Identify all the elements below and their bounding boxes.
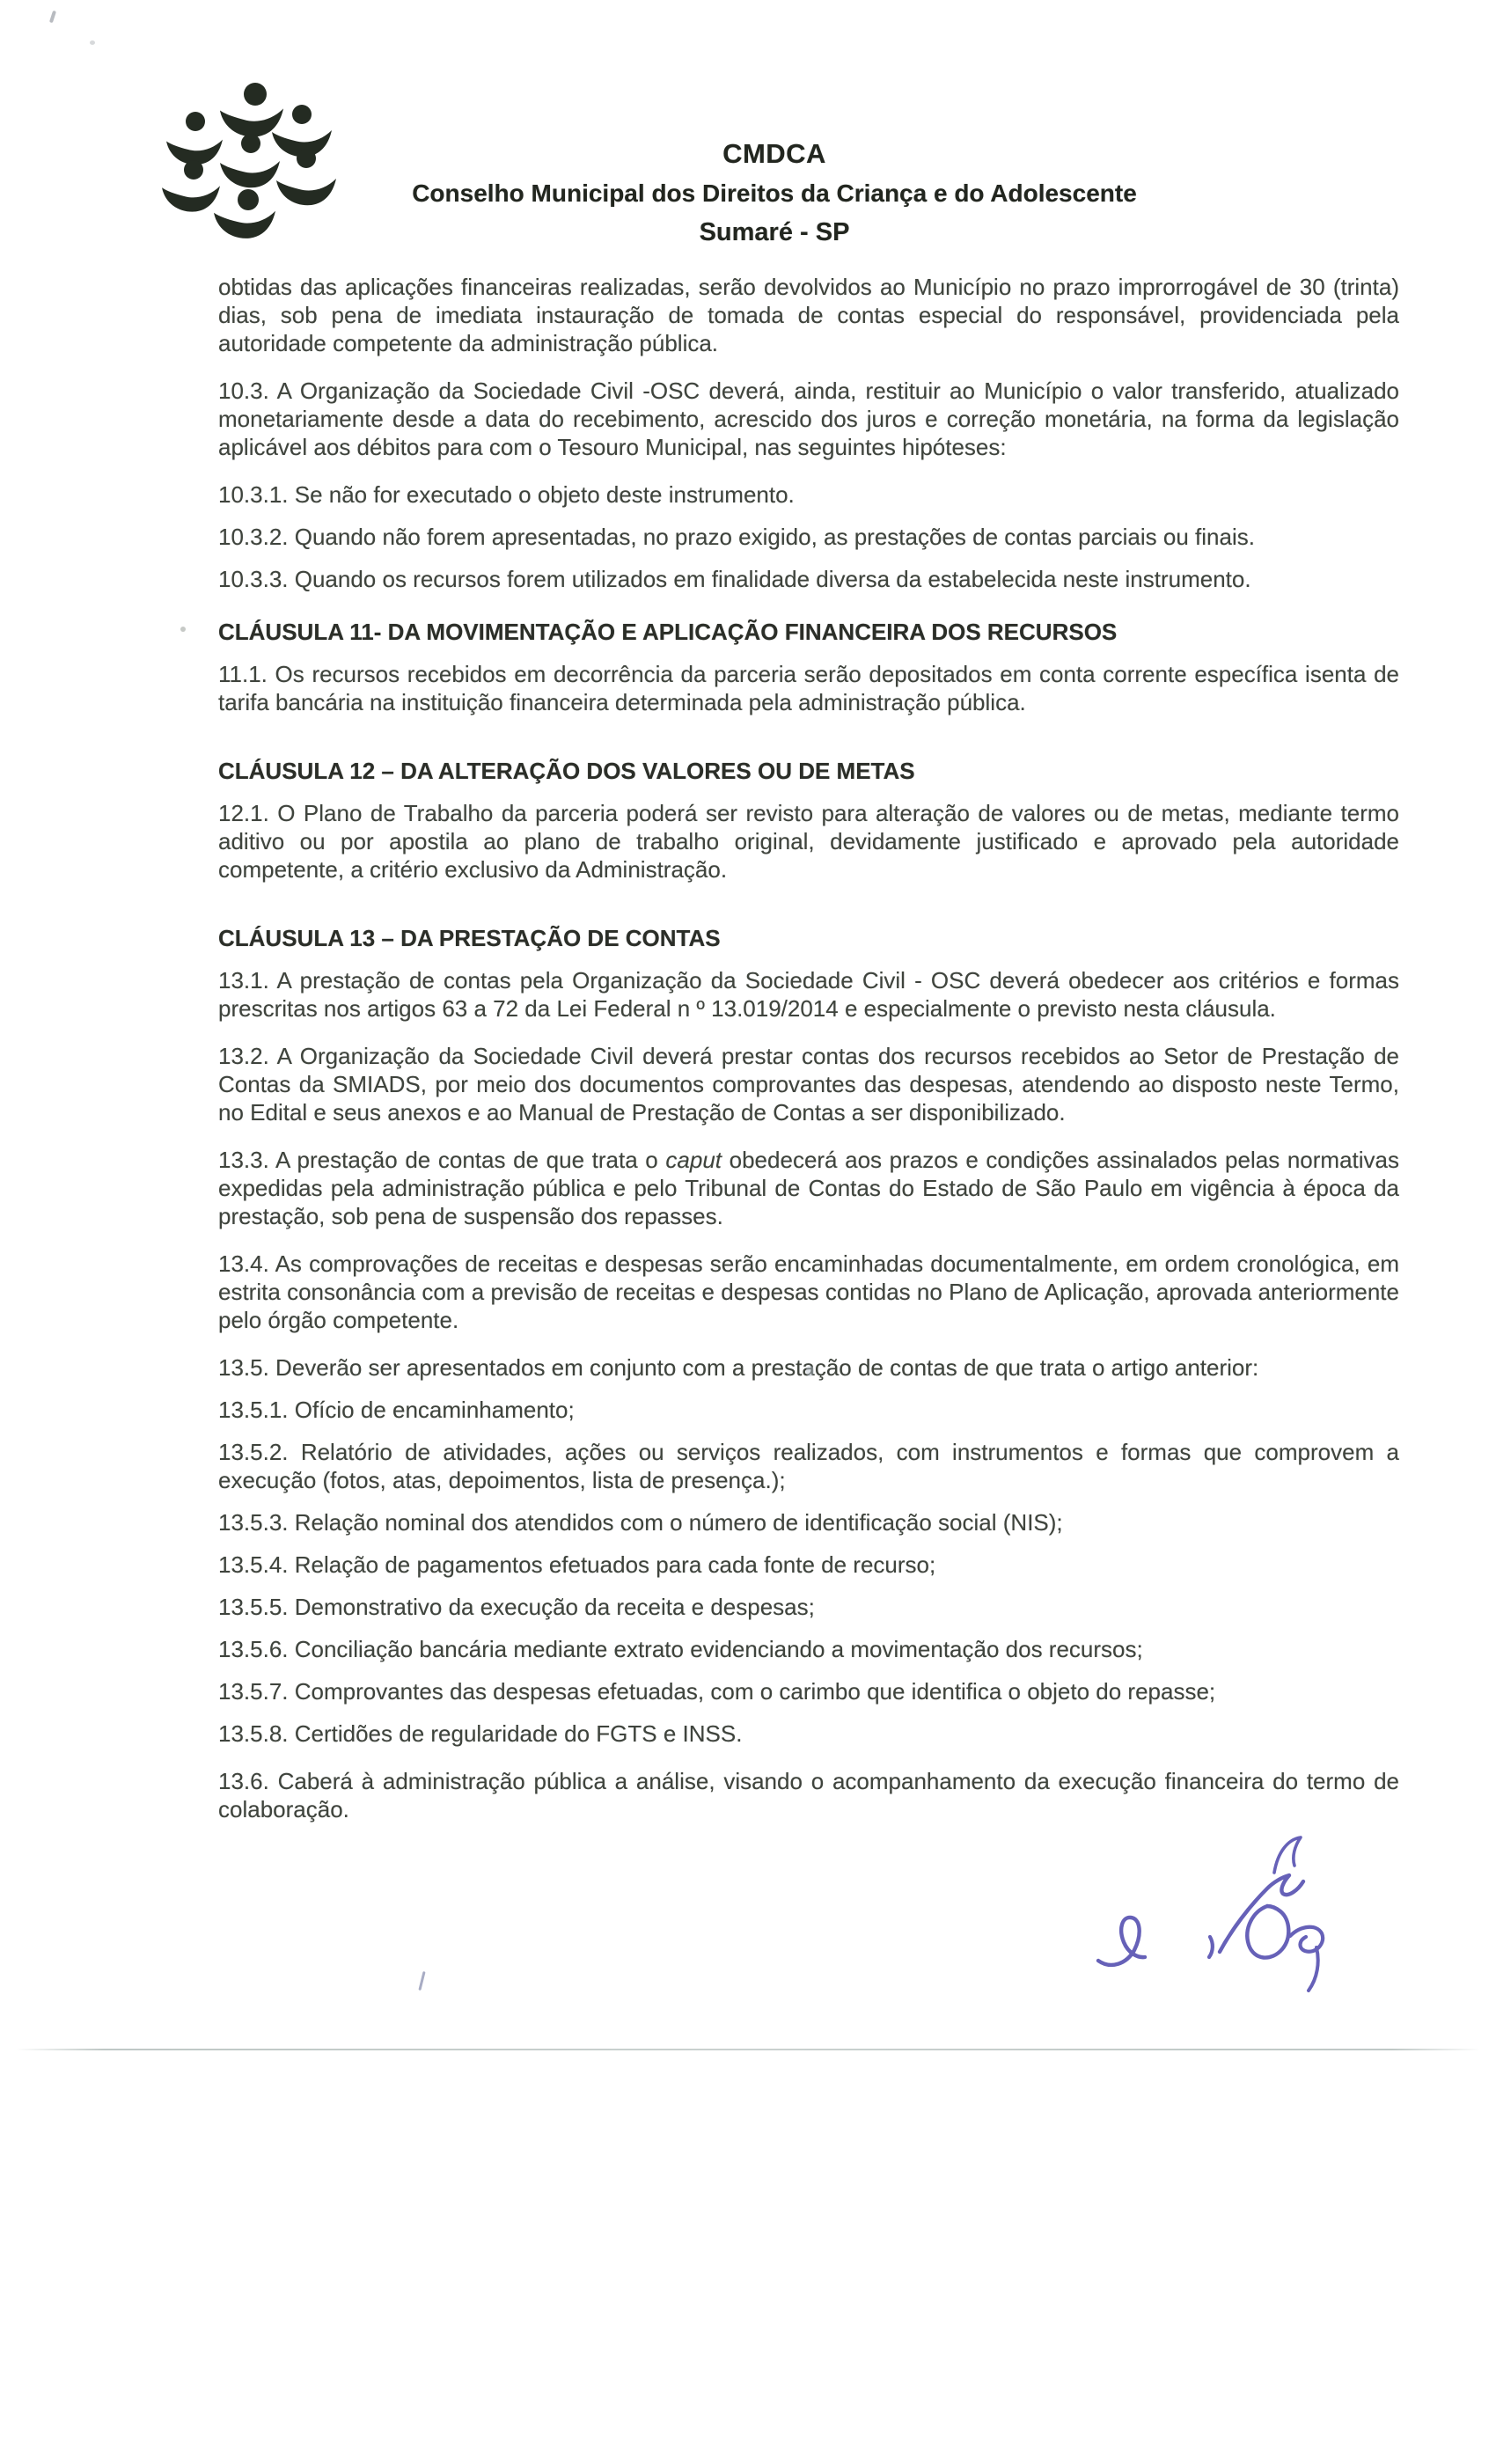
scan-speck [90, 40, 95, 45]
clause-13-3-pre: 13.3. A prestação de contas de que trata o [218, 1147, 666, 1173]
paragraph-intro: obtidas das aplicações financeiras realizadas, serão devolvidos ao Município no prazo improrrogável de 30 (trinta) dias, sob pena de imediata instauração de tomada de contas especial do responsável, providenciada pela autoridade competente da administração pública. [218, 274, 1399, 356]
org-location: Sumaré - SP [699, 218, 850, 246]
clause-13-2: 13.2. A Organização da Sociedade Civil deverá prestar contas dos recursos recebidos ao Setor de Prestação de Contas da SMIADS, por meio dos documentos comprovantes das despesas, atendendo ao disposto neste Termo, no Edital e seus anexos e ao Manual de Prestação de Contas a ser disponibilizado. [218, 1043, 1399, 1126]
clause-12-1: 12.1. O Plano de Trabalho da parceria poderá ser revisto para alteração de valores ou de metas, mediante termo aditivo ou por apostila ao plano de trabalho original, devidamente justificado e aprovado pela autoridade competente, a critério exclusivo da Administração. [218, 800, 1399, 883]
item-13-5-1: 13.5.1. Ofício de encaminhamento; [218, 1397, 575, 1423]
heading-clausula-13: CLÁUSULA 13 – DA PRESTAÇÃO DE CONTAS [218, 925, 721, 951]
handwritten-signature-ink [1081, 1829, 1345, 2005]
clause-13-1: 13.1. A prestação de contas pela Organização da Sociedade Civil - OSC deverá obedecer aos critérios e formas prescritas nos artigos 63 a 72 da Lei Federal n º 13.019/2014 e especialmente o previsto nesta cláusula. [218, 967, 1399, 1022]
clause-10-3: 10.3. A Organização da Sociedade Civil -OSC deverá, ainda, restituir ao Município o valor transferido, atualizado monetariamente desde a data do recebimento, acrescido dos juros e correção monetária, na forma da legislação aplicável aos débitos para com o Tesouro Municipal, nas seguintes hipóteses: [218, 378, 1399, 460]
clause-13-3 [218, 1146, 1399, 1230]
org-name: Conselho Municipal dos Direitos da Criança e do Adolescente [412, 180, 1137, 207]
scan-speck [49, 11, 56, 24]
signature-stroke-comma [1209, 1937, 1213, 1957]
item-10-3-1: 10.3.1. Se não for executado o objeto deste instrumento. [218, 481, 795, 508]
heading-clausula-11: CLÁUSULA 11- DA MOVIMENTAÇÃO E APLICAÇÃO FINANCEIRA DOS RECURSOS [218, 619, 1118, 645]
item-13-5-3: 13.5.3. Relação nominal dos atendidos com o número de identificação social (NIS); [218, 1509, 1063, 1536]
signature-stroke-el [1098, 1918, 1145, 1965]
scan-pen-mark [418, 1971, 425, 1991]
scan-separator-line [16, 2049, 1480, 2050]
heading-clausula-12: CLÁUSULA 12 – DA ALTERAÇÃO DOS VALORES OU DE METAS [218, 758, 915, 784]
item-13-5-8: 13.5.8. Certidões de regularidade do FGTS e INSS. [218, 1720, 743, 1747]
document-header [220, 134, 1329, 253]
clause-11-1: 11.1. Os recursos recebidos em decorrência da parceria serão depositados em conta corrente específica isenta de tarifa bancária na instituição financeira determinada pela administração pública. [218, 661, 1399, 715]
item-13-5-4: 13.5.4. Relação de pagamentos efetuados para cada fonte de recurso; [218, 1551, 936, 1578]
scan-speck [806, 1366, 814, 1376]
item-10-3-3: 10.3.3. Quando os recursos forem utilizados em finalidade diversa da estabelecida neste instrumento. [218, 566, 1251, 592]
clause-13-6: 13.6. Caberá à administração pública a análise, visando o acompanhamento da execução financeira do termo de colaboração. [218, 1768, 1399, 1822]
item-13-5-6: 13.5.6. Conciliação bancária mediante extrato evidenciando a movimentação dos recursos; [218, 1636, 1143, 1662]
scan-speck [180, 627, 186, 632]
item-13-5-5: 13.5.5. Demonstrativo da execução da receita e despesas; [218, 1594, 815, 1620]
clause-13-4: 13.4. As comprovações de receitas e despesas serão encaminhadas documentalmente, em ordem cronológica, em estrita consonância com a previsão de receitas e despesas contidas no Plano de Aplicação, aprovada anteriormente pelo órgão competente. [218, 1250, 1399, 1333]
clause-13-3-caput: caput [665, 1147, 722, 1173]
org-acronym: CMDCA [722, 138, 826, 169]
document-body [218, 273, 1399, 1823]
signature-stroke-diagonal [1220, 1875, 1303, 1952]
signature-stroke-tail [1309, 1947, 1318, 1991]
item-13-5-2: 13.5.2. Relatório de atividades, ações ou serviços realizados, com instrumentos e formas que comprovem a execução (fotos, atas, depoimentos, lista de presença.); [218, 1439, 1399, 1493]
clause-13-5: 13.5. Deverão ser apresentados em conjunto com a prestação de contas de que trata o artigo anterior: [218, 1354, 1259, 1381]
signature-stroke-loop [1247, 1906, 1288, 1958]
signature-stroke-hook [1274, 1837, 1301, 1873]
clause-13-3-post: obedecerá aos prazos e condições assinalados pelas normativas expedidas pela administração pública e pelo Tribunal de Contas do Estado de São Paulo em vigência à época da prestação, sob pena de suspensão dos repasses. [218, 1147, 1399, 1229]
item-10-3-2: 10.3.2. Quando não forem apresentadas, no prazo exigido, as prestações de contas parciais ou finais. [218, 524, 1255, 550]
item-13-5-7: 13.5.7. Comprovantes das despesas efetuadas, com o carimbo que identifica o objeto do repasse; [218, 1678, 1216, 1705]
